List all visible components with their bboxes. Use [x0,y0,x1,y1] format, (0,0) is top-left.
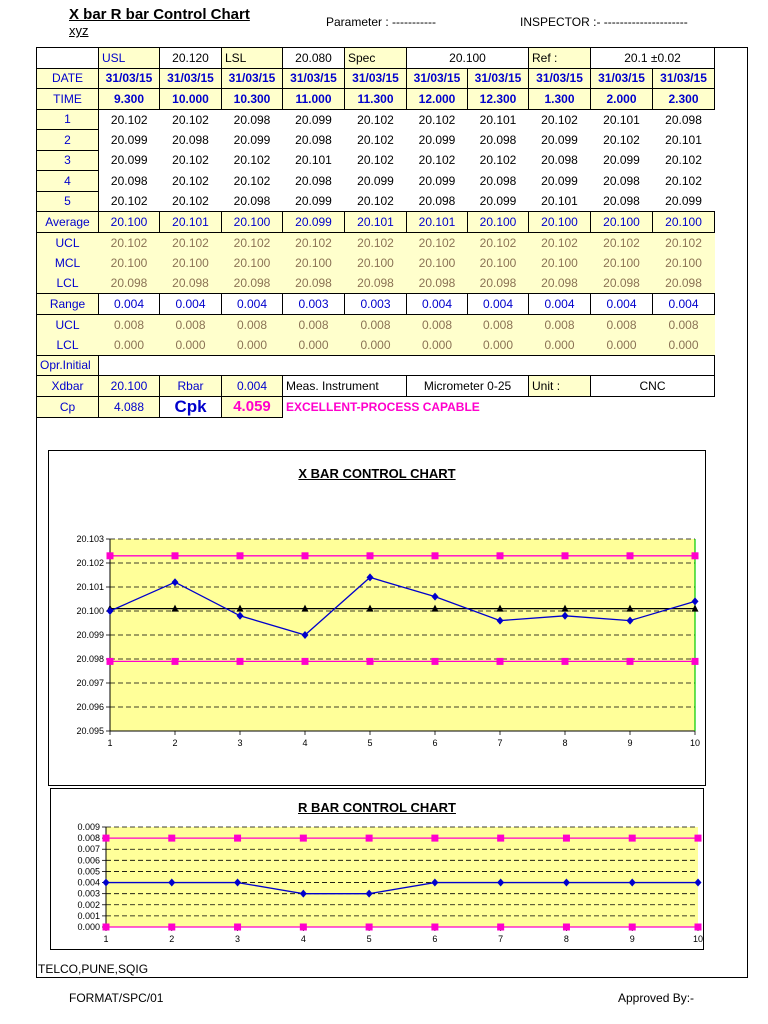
spec-value: 20.100 [407,48,529,69]
company-label: TELCO,PUNE,SQIG [38,962,149,976]
ucl-series-point [497,552,504,559]
sample-value: 20.102 [665,153,702,168]
rbar-chart-title: R BAR CONTROL CHART [298,800,456,815]
date-cell: 31/03/15 [653,68,715,89]
y-tick-label: 0.001 [77,910,100,921]
limit-cell: 20.098 [407,273,468,294]
ucl-series-point [300,835,307,842]
ucl-series-point [103,835,110,842]
spec-label: Spec [345,48,407,69]
sample-row [37,191,715,212]
rbar-label: Rbar [160,376,222,397]
x-tick-label: 6 [432,934,438,944]
r-lcl-row [37,335,715,356]
range-label: Range [37,294,99,315]
average-cell: 20.100 [529,212,591,233]
usl-label: USL [99,48,160,69]
sample-value: 20.102 [357,132,394,147]
opr-initial-row [37,355,715,376]
sample-value: 20.098 [603,173,640,188]
xbar-chart [49,451,705,785]
cpk-label: Cpk [160,396,222,417]
lsl-label: LSL [222,48,283,69]
limit-cell: 20.098 [283,273,345,294]
x-tick-label: 1 [107,738,113,748]
average-cell: 20.101 [407,212,468,233]
limit-cell: 20.102 [591,232,653,253]
y-tick-label: 0.009 [77,822,100,832]
x-tick-label: 10 [689,738,701,748]
xbar-ucl-row [37,232,715,253]
x-tick-label: 3 [235,934,241,944]
time-cell: 2.000 [591,89,653,110]
limit-label: MCL [37,253,99,274]
lcl-series-point [431,924,438,931]
range-cell: 0.004 [529,294,591,315]
cpk-value: 4.059 [222,396,283,417]
limit-cell: 20.098 [468,273,529,294]
x-tick-label: 2 [169,934,175,944]
limit-cell: 0.008 [407,314,468,335]
average-cell: 20.100 [222,212,283,233]
spec-row-blank [37,48,99,69]
limit-cell: 0.000 [591,335,653,356]
inspector-label: INSPECTOR :- --------------------- [520,15,688,29]
time-cell: 9.300 [99,89,160,110]
sample-row [37,150,715,171]
limit-label: LCL [37,273,99,294]
limit-cell: 20.102 [345,232,407,253]
rbar-chart-panel [50,788,704,950]
date-cell: 31/03/15 [529,68,591,89]
range-cell: 0.004 [407,294,468,315]
sample-value: 20.098 [110,173,148,188]
x-tick-label: 5 [367,738,373,748]
limit-cell: 0.008 [529,314,591,335]
range-cell: 0.004 [99,294,160,315]
lcl-series-point [366,924,373,931]
limit-cell: 20.100 [345,253,407,274]
limit-cell: 20.102 [468,232,529,253]
range-cell: 0.004 [160,294,222,315]
time-cell: 11.300 [345,89,407,110]
meas-value: Micrometer 0-25 [407,376,529,397]
page-title: X bar R bar Control Chart [69,6,250,23]
sample-value: 20.099 [110,153,148,168]
limit-cell: 20.102 [99,232,160,253]
format-label: FORMAT/SPC/01 [69,991,164,1005]
limit-cell: 20.098 [99,273,160,294]
limit-cell: 20.098 [653,273,715,294]
limit-cell: 20.100 [283,253,345,274]
date-cell: 31/03/15 [591,68,653,89]
y-tick-label: 20.098 [76,654,104,664]
lsl-value: 20.080 [283,48,345,69]
x-tick-label: 9 [627,738,633,748]
y-tick-label: 0.008 [77,833,100,844]
limit-cell: 20.100 [653,253,715,274]
spec-row [37,48,715,69]
limit-cell: 20.098 [529,273,591,294]
limit-cell: 20.100 [529,253,591,274]
sample-value: 20.102 [357,112,394,127]
ucl-series-point [627,552,634,559]
y-tick-label: 20.097 [76,678,104,688]
sample-value: 20.098 [665,112,702,127]
range-cell: 0.004 [653,294,715,315]
sample-value: 20.102 [233,173,271,188]
xbar-mcl-row [37,253,715,274]
date-row [37,68,715,89]
sample-value: 20.098 [418,194,456,208]
limit-cell: 0.008 [160,314,222,335]
lcl-series-point [497,658,504,665]
lcl-series-point [302,658,309,665]
sample-row [37,171,715,192]
lcl-series-point [629,924,636,931]
limit-cell: 20.098 [160,273,222,294]
sample-value: 20.102 [357,153,394,168]
sample-value: 20.098 [233,194,271,208]
sample-value: 20.099 [110,132,148,147]
sample-value: 20.098 [295,173,332,188]
sample-value: 20.099 [541,132,578,147]
sample-value: 20.102 [110,194,148,208]
y-tick-label: 20.102 [76,558,104,568]
limit-cell: 20.100 [222,253,283,274]
time-label: TIME [37,89,99,110]
date-cell: 31/03/15 [345,68,407,89]
time-cell: 12.300 [468,89,529,110]
ucl-series-point [107,552,114,559]
x-tick-label: 1 [103,934,109,944]
date-cell: 31/03/15 [160,68,222,89]
limit-cell: 20.102 [653,232,715,253]
time-cell: 10.300 [222,89,283,110]
approved-by-label: Approved By:- [618,991,695,1005]
date-cell: 31/03/15 [99,68,160,89]
y-tick-label: 20.103 [76,534,104,544]
ucl-series-point [237,552,244,559]
sample-value: 20.102 [110,112,148,127]
sample-value: 20.099 [295,194,332,208]
limit-cell: 20.102 [529,232,591,253]
sample-number: 2 [37,130,99,151]
ucl-series-point [695,835,702,842]
limit-cell: 0.008 [591,314,653,335]
ucl-series-point [431,835,438,842]
limit-cell: 20.100 [99,253,160,274]
average-row [37,212,715,233]
average-cell: 20.101 [345,212,407,233]
sample-value: 20.101 [541,194,578,208]
parameter-label: Parameter : ----------- [326,15,436,29]
page-subtitle: xyz [69,23,89,38]
sample-value: 20.101 [479,112,517,127]
date-cell: 31/03/15 [407,68,468,89]
ucl-series-point [366,835,373,842]
limit-cell: 20.100 [407,253,468,274]
sample-value: 20.102 [172,112,209,127]
limit-label: LCL [37,335,99,356]
date-label: DATE [37,68,99,89]
y-tick-label: 0.004 [77,877,100,888]
limit-cell: 20.098 [345,273,407,294]
limit-cell: 0.000 [160,335,222,356]
time-cell: 12.000 [407,89,468,110]
limit-label: UCL [37,314,99,335]
lcl-series-point [103,924,110,931]
lcl-series-point [562,658,569,665]
cp-label: Cp [37,396,99,417]
xbar-lcl-row [37,273,715,294]
y-tick-label: 0.003 [77,888,100,899]
sample-value: 20.098 [479,132,517,147]
limit-cell: 20.100 [468,253,529,274]
sample-value: 20.099 [418,132,456,147]
sample-value: 20.102 [357,194,394,208]
sample-value: 20.099 [479,194,517,208]
sample-number: 1 [37,109,99,130]
y-tick-label: 0.002 [77,899,100,910]
r-ucl-row [37,314,715,335]
lcl-series-point [237,658,244,665]
range-cell: 0.004 [591,294,653,315]
limit-cell: 0.008 [222,314,283,335]
limit-cell: 0.000 [407,335,468,356]
usl-value: 20.120 [160,48,222,69]
sample-value: 20.098 [233,112,271,127]
average-cell: 20.100 [99,212,160,233]
average-label: Average [37,212,99,233]
limit-cell: 0.000 [653,335,715,356]
date-cell: 31/03/15 [222,68,283,89]
sample-value: 20.102 [665,173,702,188]
sample-value: 20.099 [665,194,702,208]
range-cell: 0.003 [345,294,407,315]
limit-cell: 0.008 [99,314,160,335]
x-tick-label: 6 [432,738,438,748]
sample-value: 20.098 [172,132,209,147]
x-tick-label: 8 [562,738,568,748]
lcl-series-point [563,924,570,931]
sample-value: 20.099 [295,112,332,127]
y-tick-label: 20.101 [76,582,104,592]
y-tick-label: 20.100 [76,606,104,616]
sample-value: 20.102 [479,153,517,168]
ucl-series-point [367,552,374,559]
xdbar-label: Xdbar [37,376,99,397]
y-tick-label: 0.005 [77,866,100,877]
average-cell: 20.100 [591,212,653,233]
y-tick-label: 20.096 [76,702,104,712]
lcl-series-point [234,924,241,931]
limit-cell: 0.000 [468,335,529,356]
y-tick-label: 0.006 [77,855,100,866]
limit-cell: 20.102 [283,232,345,253]
x-tick-label: 2 [172,738,178,748]
limit-cell: 0.008 [653,314,715,335]
limit-cell: 20.102 [222,232,283,253]
sample-value: 20.102 [541,112,578,127]
average-cell: 20.101 [160,212,222,233]
x-tick-label: 4 [300,934,306,944]
time-cell: 10.000 [160,89,222,110]
opr-initial-cell [99,355,715,376]
sample-value: 20.099 [541,173,578,188]
meas-label: Meas. Instrument [283,376,407,397]
ref-label: Ref : [529,48,591,69]
sample-number: 5 [37,191,99,212]
sample-value: 20.098 [295,132,332,147]
ucl-series-point [497,835,504,842]
lcl-series-point [300,924,307,931]
plot-area [106,827,698,927]
lcl-series-point [367,658,374,665]
limit-cell: 0.000 [529,335,591,356]
ucl-series-point [563,835,570,842]
limit-cell: 20.098 [591,273,653,294]
xdbar-value: 20.100 [99,376,160,397]
rbar-value: 0.004 [222,376,283,397]
unit-value: CNC [591,376,715,397]
sample-value: 20.102 [172,194,209,208]
xbar-chart-title: X BAR CONTROL CHART [298,466,456,481]
range-cell: 0.004 [468,294,529,315]
x-tick-label: 3 [237,738,243,748]
x-tick-label: 9 [629,934,635,944]
sample-value: 20.101 [665,132,702,147]
sample-value: 20.099 [233,132,271,147]
lcl-series-point [168,924,175,931]
ucl-series-point [562,552,569,559]
xbar-chart-panel [48,450,706,786]
sample-number: 4 [37,171,99,192]
sample-value: 20.099 [418,173,456,188]
limit-cell: 0.000 [345,335,407,356]
y-tick-label: 0.007 [77,844,100,855]
ucl-series-point [168,835,175,842]
x-tick-label: 10 [692,934,703,944]
limit-cell: 20.098 [222,273,283,294]
ucl-series-point [432,552,439,559]
average-cell: 20.100 [653,212,715,233]
limit-cell: 20.100 [591,253,653,274]
sample-value: 20.102 [418,153,456,168]
limit-cell: 0.000 [99,335,160,356]
x-tick-label: 7 [498,934,504,944]
limit-cell: 0.008 [283,314,345,335]
limit-cell: 20.100 [160,253,222,274]
unit-label: Unit : [529,376,591,397]
sample-value: 20.102 [233,153,271,168]
ucl-series-point [692,552,699,559]
x-tick-label: 5 [366,934,372,944]
lcl-series-point [497,924,504,931]
sample-value: 20.102 [603,132,640,147]
ucl-series-point [629,835,636,842]
sample-value: 20.098 [603,194,640,208]
sample-value: 20.098 [479,173,517,188]
sample-number: 3 [37,150,99,171]
ref-value: 20.1 ±0.02 [591,48,715,69]
ucl-series-point [172,552,179,559]
lcl-series-point [432,658,439,665]
sample-value: 20.098 [541,153,578,168]
capability-verdict: EXCELLENT-PROCESS CAPABLE [286,399,480,414]
date-cell: 31/03/15 [283,68,345,89]
average-cell: 20.100 [468,212,529,233]
time-row [37,89,715,110]
date-cell: 31/03/15 [468,68,529,89]
range-cell: 0.003 [283,294,345,315]
range-cell: 0.004 [222,294,283,315]
limit-cell: 0.008 [345,314,407,335]
limit-cell: 0.000 [283,335,345,356]
time-cell: 2.300 [653,89,715,110]
sample-value: 20.099 [357,173,394,188]
rbar-chart [51,789,703,949]
sample-row [37,130,715,151]
limit-cell: 20.102 [407,232,468,253]
capability-row [37,396,715,417]
time-cell: 11.000 [283,89,345,110]
lcl-series-point [172,658,179,665]
limit-cell: 0.008 [468,314,529,335]
x-tick-label: 8 [563,934,569,944]
data-table [36,47,715,418]
range-row [37,294,715,315]
limit-cell: 0.000 [222,335,283,356]
average-cell: 20.099 [283,212,345,233]
cp-value: 4.088 [99,396,160,417]
sample-value: 20.102 [172,153,209,168]
ucl-series-point [302,552,309,559]
limit-cell: 20.102 [160,232,222,253]
sample-value: 20.102 [172,173,209,188]
y-tick-label: 20.095 [76,726,104,736]
time-cell: 1.300 [529,89,591,110]
y-tick-label: 20.099 [76,630,104,640]
limit-label: UCL [37,232,99,253]
sample-value: 20.099 [603,153,640,168]
sample-value: 20.102 [418,112,456,127]
sample-row [37,109,715,130]
sample-value: 20.101 [603,112,640,127]
lcl-series-point [627,658,634,665]
lcl-series-point [695,924,702,931]
y-tick-label: 0.000 [77,922,100,932]
ucl-series-point [234,835,241,842]
opr-initial-label: Opr.Initial [37,355,99,376]
x-tick-label: 4 [302,738,308,748]
x-tick-label: 7 [497,738,503,748]
sample-value: 20.101 [295,153,332,168]
lcl-series-point [107,658,114,665]
summary-row [37,376,715,397]
lcl-series-point [692,658,699,665]
